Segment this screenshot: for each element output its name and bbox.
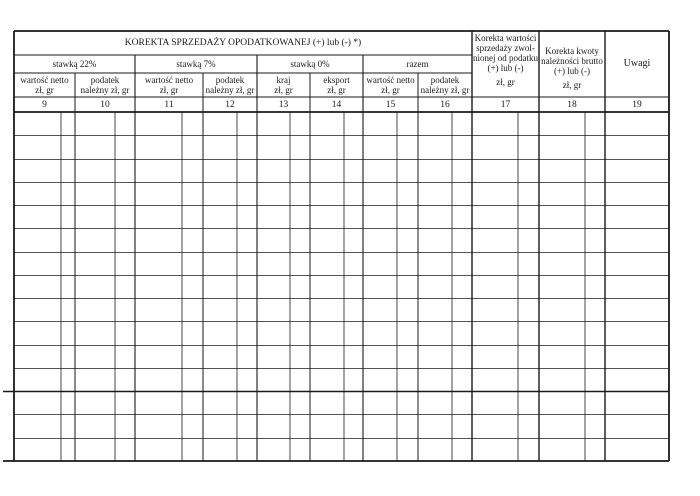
cell-col-14[interactable] bbox=[311, 346, 362, 367]
col-header-9-line2: zł, gr bbox=[35, 85, 54, 95]
cell-col-11[interactable] bbox=[136, 160, 202, 181]
cell-col-10[interactable] bbox=[76, 299, 134, 320]
cell-col-16[interactable] bbox=[419, 322, 471, 344]
cell-col-13[interactable] bbox=[258, 183, 309, 204]
cell-col-17[interactable] bbox=[473, 322, 538, 344]
cell-col-19[interactable] bbox=[606, 183, 668, 204]
cell-col-12[interactable] bbox=[204, 322, 256, 344]
cell-col-19[interactable] bbox=[606, 136, 668, 158]
col-header-17-line2: sprzedaży zwol- bbox=[476, 43, 535, 53]
cell-col-13[interactable] bbox=[258, 322, 309, 344]
cell-col-11[interactable] bbox=[136, 206, 202, 227]
cell-col-18[interactable] bbox=[540, 206, 604, 227]
cell-col-9[interactable] bbox=[15, 160, 74, 181]
cell-col-18[interactable] bbox=[540, 136, 604, 158]
cell-col-15[interactable] bbox=[364, 322, 417, 344]
cell-col-19[interactable] bbox=[606, 322, 668, 344]
cell-col-9[interactable] bbox=[15, 113, 74, 134]
cell-col-15[interactable] bbox=[364, 415, 417, 437]
cell-col-12[interactable] bbox=[204, 392, 256, 413]
cell-col-14[interactable] bbox=[311, 439, 362, 460]
col-header-18-line3: (+) lub (-) bbox=[553, 66, 591, 76]
cell-col-17[interactable] bbox=[473, 415, 538, 437]
cell-col-15[interactable] bbox=[364, 439, 417, 460]
cell-col-14[interactable] bbox=[311, 253, 362, 274]
column-number-9: 9 bbox=[42, 99, 47, 110]
col-header-16-line1: podatek bbox=[430, 75, 460, 85]
cell-col-10[interactable] bbox=[76, 183, 134, 204]
cell-col-13[interactable] bbox=[258, 160, 309, 181]
col-header-16-line2: należny zł, gr bbox=[420, 85, 470, 95]
cell-col-16[interactable] bbox=[419, 415, 471, 437]
cell-col-17[interactable] bbox=[473, 253, 538, 274]
col-header-14-line1: eksport bbox=[323, 75, 350, 85]
col-header-11-line2: zł, gr bbox=[159, 85, 179, 95]
cell-col-17[interactable] bbox=[473, 113, 538, 134]
cell-col-16[interactable] bbox=[419, 113, 471, 134]
cell-col-10[interactable] bbox=[76, 136, 134, 158]
cell-col-13[interactable] bbox=[258, 369, 309, 390]
cell-col-17[interactable] bbox=[473, 276, 538, 297]
cell-col-13[interactable] bbox=[258, 392, 309, 413]
column-number-11: 11 bbox=[164, 99, 174, 110]
cell-col-14[interactable] bbox=[311, 415, 362, 437]
cell-col-9[interactable] bbox=[15, 299, 74, 320]
cell-col-17[interactable] bbox=[473, 369, 538, 390]
cell-col-15[interactable] bbox=[364, 136, 417, 158]
column-number-10: 10 bbox=[100, 99, 110, 110]
column-number-16: 16 bbox=[440, 99, 450, 110]
cell-col-17[interactable] bbox=[473, 346, 538, 367]
cell-col-9[interactable] bbox=[15, 369, 74, 390]
cell-col-16[interactable] bbox=[419, 276, 471, 297]
group-header-22: stawką 22% bbox=[52, 59, 97, 69]
cell-col-9[interactable] bbox=[15, 415, 74, 437]
col-header-13-line1: kraj bbox=[276, 75, 291, 85]
cell-col-15[interactable] bbox=[364, 346, 417, 367]
cell-col-11[interactable] bbox=[136, 229, 202, 251]
cell-col-15[interactable] bbox=[364, 369, 417, 390]
cell-col-10[interactable] bbox=[76, 229, 134, 251]
cell-col-16[interactable] bbox=[419, 439, 471, 460]
cell-col-13[interactable] bbox=[258, 276, 309, 297]
form-title: KOREKTA SPRZEDAŻY OPODATKOWANEJ (+) lub (-) *) bbox=[124, 38, 362, 48]
cell-col-14[interactable] bbox=[311, 392, 362, 413]
cell-col-17[interactable] bbox=[473, 392, 538, 413]
cell-col-19[interactable] bbox=[606, 276, 668, 297]
col-header-12-line1: podatek bbox=[215, 75, 245, 85]
cell-col-19[interactable] bbox=[606, 415, 668, 437]
cell-col-15[interactable] bbox=[364, 229, 417, 251]
cell-col-18[interactable] bbox=[540, 276, 604, 297]
cell-col-15[interactable] bbox=[364, 276, 417, 297]
col-header-15-line1: wartość netto bbox=[366, 75, 415, 85]
cell-col-10[interactable] bbox=[76, 253, 134, 274]
cell-col-12[interactable] bbox=[204, 253, 256, 274]
cell-col-12[interactable] bbox=[204, 113, 256, 134]
cell-col-9[interactable] bbox=[15, 392, 74, 413]
cell-col-12[interactable] bbox=[204, 439, 256, 460]
cell-col-11[interactable] bbox=[136, 415, 202, 437]
col-header-18-line1: Korekta kwoty bbox=[545, 46, 599, 56]
cell-col-12[interactable] bbox=[204, 206, 256, 227]
cell-col-11[interactable] bbox=[136, 322, 202, 344]
cell-col-16[interactable] bbox=[419, 253, 471, 274]
cell-col-15[interactable] bbox=[364, 392, 417, 413]
cell-col-10[interactable] bbox=[76, 392, 134, 413]
cell-col-18[interactable] bbox=[540, 346, 604, 367]
col-header-18-unit: zł, gr bbox=[562, 80, 582, 90]
cell-col-14[interactable] bbox=[311, 229, 362, 251]
col-header-13 bbox=[257, 73, 310, 97]
cell-col-18[interactable] bbox=[540, 113, 604, 134]
cell-col-15[interactable] bbox=[364, 206, 417, 227]
cell-col-11[interactable] bbox=[136, 253, 202, 274]
cell-col-10[interactable] bbox=[76, 160, 134, 181]
col-header-15-line2: zł, gr bbox=[381, 85, 400, 95]
cell-col-11[interactable] bbox=[136, 392, 202, 413]
cell-col-13[interactable] bbox=[258, 253, 309, 274]
cell-col-15[interactable] bbox=[364, 299, 417, 320]
cell-col-15[interactable] bbox=[364, 160, 417, 181]
cell-col-15[interactable] bbox=[364, 113, 417, 134]
col-header-17-line3: nionej od podatku bbox=[473, 53, 538, 63]
cell-col-12[interactable] bbox=[204, 136, 256, 158]
cell-col-9[interactable] bbox=[15, 276, 74, 297]
group-header-0: stawką 0% bbox=[290, 59, 330, 69]
cell-col-19[interactable] bbox=[606, 160, 668, 181]
cell-col-19[interactable] bbox=[606, 369, 668, 390]
cell-col-9[interactable] bbox=[15, 346, 74, 367]
col-header-17-line4: (+) lub (-) bbox=[487, 63, 524, 73]
col-header-18 bbox=[539, 46, 605, 97]
col-header-17-unit: zł, gr bbox=[496, 77, 515, 87]
cell-col-10[interactable] bbox=[76, 276, 134, 297]
cell-col-19[interactable] bbox=[606, 346, 668, 367]
cell-col-11[interactable] bbox=[136, 346, 202, 367]
col-header-10-line1: podatek bbox=[90, 75, 120, 85]
cell-col-12[interactable] bbox=[204, 183, 256, 204]
cell-col-10[interactable] bbox=[76, 206, 134, 227]
cell-col-11[interactable] bbox=[136, 439, 202, 460]
col-header-16 bbox=[418, 73, 472, 97]
col-header-17 bbox=[472, 33, 539, 97]
col-header-10 bbox=[75, 73, 135, 97]
cell-col-16[interactable] bbox=[419, 369, 471, 390]
cell-col-18[interactable] bbox=[540, 392, 604, 413]
column-number-18: 18 bbox=[567, 99, 577, 110]
cell-col-13[interactable] bbox=[258, 439, 309, 460]
cell-col-17[interactable] bbox=[473, 136, 538, 158]
cell-col-18[interactable] bbox=[540, 415, 604, 437]
col-header-11-line1: wartość netto bbox=[144, 75, 194, 85]
cell-col-9[interactable] bbox=[15, 322, 74, 344]
cell-col-10[interactable] bbox=[76, 439, 134, 460]
cell-col-16[interactable] bbox=[419, 299, 471, 320]
cell-col-9[interactable] bbox=[15, 229, 74, 251]
cell-col-12[interactable] bbox=[204, 160, 256, 181]
col-header-9 bbox=[14, 73, 75, 97]
cell-col-12[interactable] bbox=[204, 229, 256, 251]
column-number-17: 17 bbox=[500, 99, 511, 110]
cell-col-19[interactable] bbox=[606, 392, 668, 413]
cell-col-17[interactable] bbox=[473, 206, 538, 227]
cell-col-18[interactable] bbox=[540, 183, 604, 204]
col-header-19: Uwagi bbox=[623, 58, 651, 69]
cell-col-12[interactable] bbox=[204, 346, 256, 367]
cell-col-18[interactable] bbox=[540, 439, 604, 460]
cell-col-16[interactable] bbox=[419, 392, 471, 413]
cell-col-19[interactable] bbox=[606, 229, 668, 251]
col-header-11 bbox=[135, 73, 203, 97]
cell-col-13[interactable] bbox=[258, 206, 309, 227]
cell-col-16[interactable] bbox=[419, 229, 471, 251]
cell-col-19[interactable] bbox=[606, 299, 668, 320]
cell-col-16[interactable] bbox=[419, 160, 471, 181]
cell-col-13[interactable] bbox=[258, 113, 309, 134]
cell-col-17[interactable] bbox=[473, 160, 538, 181]
col-header-13-line2: zł, gr bbox=[274, 85, 293, 95]
cell-col-18[interactable] bbox=[540, 160, 604, 181]
group-header-razem: razem bbox=[406, 59, 429, 69]
cell-col-14[interactable] bbox=[311, 322, 362, 344]
cell-col-18[interactable] bbox=[540, 253, 604, 274]
cell-col-18[interactable] bbox=[540, 322, 604, 344]
col-header-14 bbox=[310, 73, 363, 97]
column-number-13: 13 bbox=[278, 99, 289, 110]
cell-col-15[interactable] bbox=[364, 183, 417, 204]
col-header-12-line2: należny zł, gr bbox=[205, 85, 255, 95]
cell-col-9[interactable] bbox=[15, 136, 74, 158]
cell-col-18[interactable] bbox=[540, 229, 604, 251]
cell-col-16[interactable] bbox=[419, 183, 471, 204]
cell-col-11[interactable] bbox=[136, 276, 202, 297]
cell-col-18[interactable] bbox=[540, 369, 604, 390]
col-header-18-line2: należności brutto bbox=[541, 56, 603, 66]
cell-col-12[interactable] bbox=[204, 276, 256, 297]
cell-col-15[interactable] bbox=[364, 253, 417, 274]
col-header-17-line1: Korekta wartości bbox=[474, 33, 537, 43]
cell-col-14[interactable] bbox=[311, 369, 362, 390]
cell-col-14[interactable] bbox=[311, 113, 362, 134]
cell-col-10[interactable] bbox=[76, 415, 134, 437]
cell-col-11[interactable] bbox=[136, 113, 202, 134]
cell-col-13[interactable] bbox=[258, 299, 309, 320]
cell-col-19[interactable] bbox=[606, 206, 668, 227]
cell-col-9[interactable] bbox=[15, 183, 74, 204]
cell-col-11[interactable] bbox=[136, 183, 202, 204]
cell-col-16[interactable] bbox=[419, 346, 471, 367]
col-header-9-line1: wartość netto bbox=[20, 75, 69, 85]
cell-col-11[interactable] bbox=[136, 299, 202, 320]
cell-col-14[interactable] bbox=[311, 160, 362, 181]
cell-col-19[interactable] bbox=[606, 113, 668, 134]
cell-col-19[interactable] bbox=[606, 439, 668, 460]
col-header-12 bbox=[203, 73, 257, 97]
cell-col-14[interactable] bbox=[311, 276, 362, 297]
column-number-19: 19 bbox=[632, 99, 642, 110]
column-number-12: 12 bbox=[225, 99, 235, 110]
cell-col-13[interactable] bbox=[258, 229, 309, 251]
col-header-14-line2: zł, gr bbox=[327, 85, 346, 95]
cell-col-18[interactable] bbox=[540, 299, 604, 320]
cell-col-17[interactable] bbox=[473, 229, 538, 251]
cell-col-17[interactable] bbox=[473, 183, 538, 204]
group-header-7: stawką 7% bbox=[176, 59, 216, 69]
cell-col-10[interactable] bbox=[76, 113, 134, 134]
cell-col-12[interactable] bbox=[204, 369, 256, 390]
cell-col-9[interactable] bbox=[15, 206, 74, 227]
cell-col-16[interactable] bbox=[419, 136, 471, 158]
cell-col-14[interactable] bbox=[311, 299, 362, 320]
cell-col-17[interactable] bbox=[473, 439, 538, 460]
cell-col-13[interactable] bbox=[258, 346, 309, 367]
cell-col-11[interactable] bbox=[136, 136, 202, 158]
cell-col-10[interactable] bbox=[76, 369, 134, 390]
cell-col-13[interactable] bbox=[258, 136, 309, 158]
cell-col-11[interactable] bbox=[136, 369, 202, 390]
column-number-15: 15 bbox=[385, 99, 396, 110]
col-header-15 bbox=[363, 73, 418, 97]
cell-col-17[interactable] bbox=[473, 299, 538, 320]
cell-col-10[interactable] bbox=[76, 346, 134, 367]
cell-col-19[interactable] bbox=[606, 253, 668, 274]
cell-col-14[interactable] bbox=[311, 183, 362, 204]
cell-col-9[interactable] bbox=[15, 253, 74, 274]
col-header-10-line2: należny zł, gr bbox=[80, 85, 130, 95]
cell-col-14[interactable] bbox=[311, 206, 362, 227]
cell-col-16[interactable] bbox=[419, 206, 471, 227]
cell-col-12[interactable] bbox=[204, 299, 256, 320]
cell-col-12[interactable] bbox=[204, 415, 256, 437]
cell-col-14[interactable] bbox=[311, 136, 362, 158]
cell-col-13[interactable] bbox=[258, 415, 309, 437]
column-number-14: 14 bbox=[331, 99, 342, 110]
cell-col-9[interactable] bbox=[15, 439, 74, 460]
cell-col-10[interactable] bbox=[76, 322, 134, 344]
